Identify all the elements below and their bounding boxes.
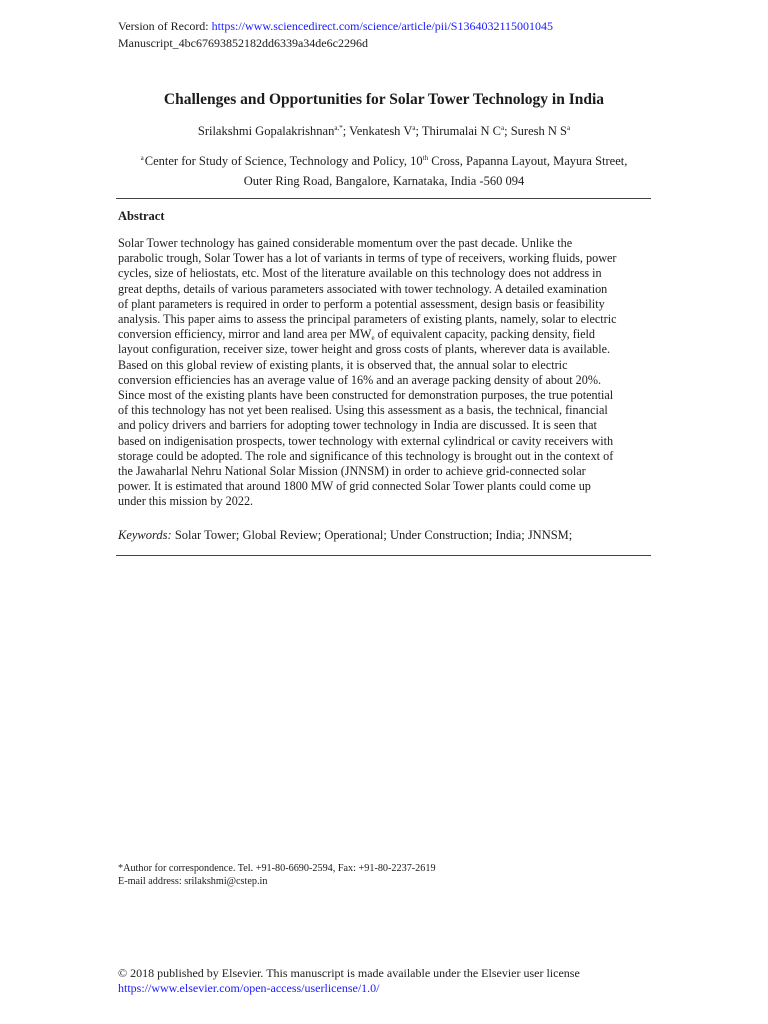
- paper-title: Challenges and Opportunities for Solar Tower Technology in India: [163, 91, 605, 108]
- abstract-line: Since most of the existing plants have been constructed for demonstration purposes, the true potential: [118, 388, 614, 403]
- bottom-divider: [116, 555, 651, 556]
- ordinal-suffix: th: [422, 154, 429, 162]
- affiliation-text: Cross, Papanna Layout, Mayura Street,: [428, 154, 628, 168]
- top-divider: [116, 198, 651, 199]
- author-name: Thirumalai N C: [421, 124, 502, 138]
- manuscript-id: Manuscript_4bc67693852182dd6339a34de6c2296d: [118, 36, 368, 50]
- corresponding-asterisk: *: [339, 124, 343, 132]
- abstract-line: Based on this global review of existing plants, it is observed that, the annual solar to electric: [118, 357, 568, 372]
- keywords: [118, 528, 572, 543]
- abstract-line: analysis. This paper aims to assess the principal parameters of existing plants, namely, solar to electric: [118, 312, 617, 327]
- license-link[interactable]: https://www.elsevier.com/open-access/userlicense/1.0/: [118, 981, 380, 995]
- affiliation: [0, 151, 768, 191]
- abstract-line-text: conversion efficiency, mirror and land area per MW: [118, 327, 372, 342]
- author-affil-marker: a: [412, 124, 416, 132]
- author-affil-marker: a: [501, 124, 505, 132]
- abstract-line: and policy drivers and barriers for adopting tower technology in India are discussed. It is seen that: [118, 418, 597, 433]
- version-link[interactable]: https://www.sciencedirect.com/science/article/pii/S1364032115001045: [211, 19, 554, 33]
- abstract-line: storage could be adopted. The role and significance of this technology is brought out in the context of: [118, 448, 614, 463]
- abstract-body: [118, 236, 652, 510]
- abstract-line: cycles, size of heliostats, etc. Most of the literature available on this technology does not address in: [118, 266, 602, 281]
- affiliation-line-1: [0, 151, 768, 171]
- correspondence-footnote: [118, 862, 436, 888]
- author-name: Srilakshmi Gopalakrishnan: [197, 124, 335, 138]
- abstract-line: under this mission by 2022.: [118, 494, 254, 509]
- affiliation-line-2: Outer Ring Road, Bangalore, Karnataka, India -560 094: [243, 174, 525, 188]
- affiliation-text: Center for Study of Science, Technology and Policy, 10: [144, 154, 423, 168]
- abstract-line: great depths, details of various parameters associated with tower technology. A detailed examination: [118, 281, 608, 296]
- affiliation-marker: a: [140, 154, 144, 162]
- author-list: [0, 124, 768, 139]
- abstract-line: based on indigenisation prospects, tower technology with external cylindrical or cavity receivers with: [118, 433, 614, 448]
- footnote-email: E-mail address: srilakshmi@cstep.in: [118, 876, 268, 887]
- author-separator: ;: [342, 124, 350, 138]
- author-name: Suresh N S: [510, 124, 567, 138]
- abstract-line: layout configuration, receiver size, tower height and gross costs of plants, wherever data is available.: [118, 342, 611, 357]
- abstract-line-text: of equivalent capacity, packing density, field: [374, 327, 595, 342]
- abstract-line: Solar Tower technology has gained considerable momentum over the past decade. Unlike the: [118, 236, 573, 250]
- author-affil-marker: a,: [334, 124, 340, 132]
- abstract-line: power. It is estimated that around 1800 MW of grid connected Solar Tower plants could come up: [118, 479, 591, 494]
- abstract-line: the Jawaharlal Nehru National Solar Mission (JNNSM) in order to achieve grid-connected solar: [118, 464, 586, 479]
- abstract-line: of plant parameters is required in order to perform a potential assessment, design basis or feasibility: [118, 296, 605, 311]
- license-footer: [118, 966, 580, 996]
- author-separator: ;: [504, 124, 511, 138]
- author-name: Venkatesh V: [349, 124, 413, 138]
- author-separator: ;: [415, 124, 422, 138]
- footnote-contact: *Author for correspondence. Tel. +91-80-6690-2594, Fax: +91-80-2237-2619: [118, 863, 436, 874]
- version-label: Version of Record:: [118, 19, 212, 33]
- abstract-heading: Abstract: [118, 209, 165, 223]
- keywords-label: Keywords:: [118, 528, 172, 542]
- version-of-record: [118, 19, 553, 34]
- subscript-e: e: [371, 334, 375, 343]
- author-affil-marker: a: [567, 124, 571, 132]
- license-text: © 2018 published by Elsevier. This manuscript is made available under the Elsevier user license: [118, 966, 580, 980]
- abstract-line: of this technology has not yet been realised. Using this assessment as a basis, the technical, financial: [118, 403, 608, 418]
- keywords-text: Solar Tower; Global Review; Operational; Under Construction; India; JNNSM;: [171, 528, 573, 542]
- abstract-line: [118, 327, 652, 342]
- abstract-line: conversion efficiencies has an average value of 16% and an average packing density of about 20%.: [118, 372, 602, 387]
- abstract-line: parabolic trough, Solar Tower has a lot of variants in terms of type of receivers, working fluids, power: [118, 251, 617, 266]
